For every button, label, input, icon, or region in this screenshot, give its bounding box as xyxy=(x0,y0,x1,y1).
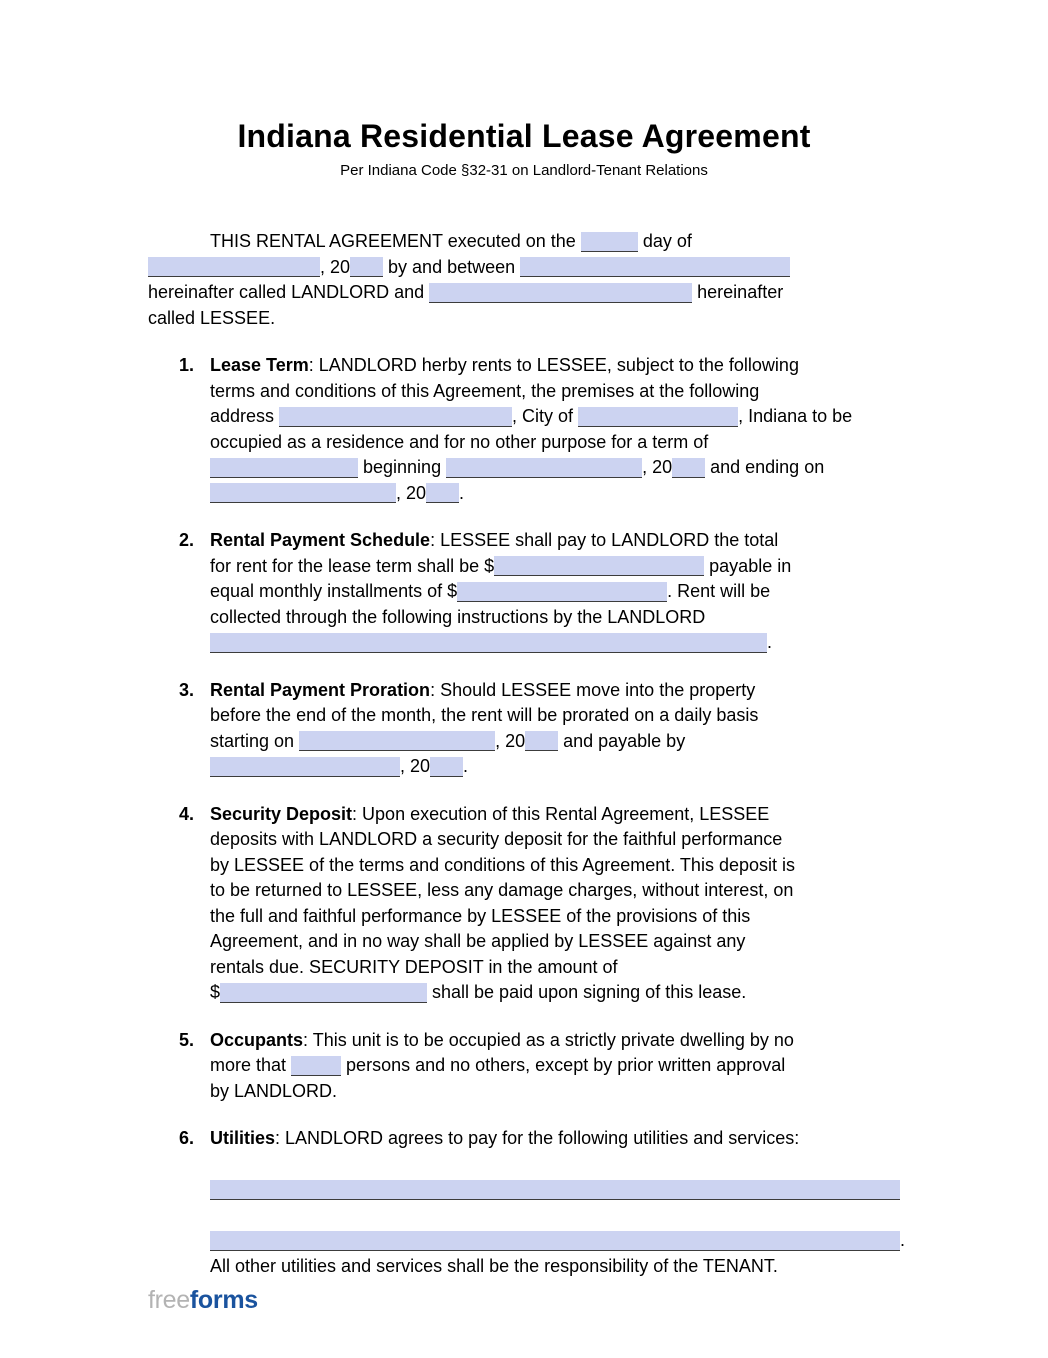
text-run: : LANDLORD agrees to pay for the following utilities and services: xyxy=(275,1128,800,1148)
text-run: . xyxy=(900,1230,906,1250)
section-number: 1. xyxy=(179,355,195,375)
text-line xyxy=(210,1152,918,1178)
form-blank-field[interactable] xyxy=(426,483,459,503)
text-line xyxy=(210,455,918,481)
form-blank-field[interactable] xyxy=(299,731,495,751)
freeforms-logo xyxy=(148,1286,258,1315)
text-line xyxy=(148,280,918,306)
text-line xyxy=(210,379,918,405)
form-blank-field[interactable] xyxy=(210,1231,900,1251)
text-run: : LESSEE shall pay to LANDLORD the total xyxy=(430,530,779,550)
section-number: 3. xyxy=(179,679,195,700)
text-run: starting on xyxy=(210,730,300,751)
section-1 xyxy=(148,353,918,506)
text-run: by and between xyxy=(383,256,521,277)
text-run: occupied as a residence and for no other purpose for a term of xyxy=(210,431,709,452)
text-line xyxy=(148,255,918,281)
form-blank-field[interactable] xyxy=(350,257,383,277)
text-line xyxy=(210,579,918,605)
document-subtitle: Per Indiana Code §32-31 on Landlord-Tenant Relations xyxy=(340,162,708,179)
text-run: terms and conditions of this Agreement, the premises at the following xyxy=(210,380,760,401)
form-blank-field[interactable] xyxy=(291,1056,341,1076)
form-blank-field[interactable] xyxy=(430,757,463,777)
document-body xyxy=(148,229,918,1279)
text-run: collected through the following instructions by the LANDLORD xyxy=(210,606,706,627)
text-run: . xyxy=(767,632,773,652)
text-line xyxy=(210,1053,918,1079)
form-blank-field[interactable] xyxy=(210,757,400,777)
section-heading: Rental Payment Proration xyxy=(210,679,431,700)
text-run: . xyxy=(463,756,469,776)
text-run: shall be paid upon signing of this lease. xyxy=(427,982,747,1002)
section-heading: Utilities xyxy=(210,1128,276,1148)
form-blank-field[interactable] xyxy=(220,983,427,1003)
text-run: payable in xyxy=(704,555,792,576)
text-line xyxy=(210,929,918,955)
text-run: : LANDLORD herby rents to LESSEE, subject to the following xyxy=(308,355,799,375)
text-run: for rent for the lease term shall be $ xyxy=(210,555,495,576)
section-number: 4. xyxy=(179,803,195,824)
text-run: , 20 xyxy=(495,730,526,751)
text-line xyxy=(210,554,918,580)
text-run: . Rent will be xyxy=(667,581,771,601)
form-blank-field[interactable] xyxy=(210,458,358,478)
text-line xyxy=(210,827,918,853)
text-line xyxy=(210,1126,918,1152)
text-run: persons and no others, except by prior written approval xyxy=(341,1055,786,1075)
form-blank-field[interactable] xyxy=(672,458,705,478)
text-line xyxy=(210,528,918,554)
text-line xyxy=(210,678,918,704)
text-line xyxy=(210,703,918,729)
text-run: : This unit is to be occupied as a strictly private dwelling by no xyxy=(303,1029,794,1050)
text-run: rentals due. SECURITY DEPOSIT in the amount of xyxy=(210,956,618,977)
form-blank-field[interactable] xyxy=(494,556,704,576)
section-number: 5. xyxy=(179,1029,195,1050)
text-line xyxy=(210,481,918,507)
text-run: , 20 xyxy=(320,256,351,277)
text-line xyxy=(210,1228,918,1254)
text-run: to be returned to LESSEE, less any damage charges, without interest, on xyxy=(210,880,794,900)
section-body xyxy=(210,1126,918,1279)
text-line xyxy=(210,955,918,981)
text-run: the full and faithful performance by LESSEE of the provisions of this xyxy=(210,905,751,926)
form-blank-field[interactable] xyxy=(520,257,790,277)
text-line xyxy=(210,630,918,656)
text-run: by LESSEE of the terms and conditions of this Agreement. This deposit is xyxy=(210,854,795,875)
section-number: 2. xyxy=(179,530,195,550)
section-body xyxy=(210,353,918,506)
form-blank-field[interactable] xyxy=(446,458,642,478)
text-line xyxy=(210,802,918,828)
section-number: 6. xyxy=(179,1128,195,1148)
form-blank-field[interactable] xyxy=(210,1180,900,1200)
text-line xyxy=(210,1203,918,1229)
text-run: Agreement, and in no way shall be applied by LESSEE against any xyxy=(210,931,746,951)
text-run: , City of xyxy=(512,406,579,426)
text-run: , 20 xyxy=(642,457,673,477)
text-run: All other utilities and services shall be the responsibility of the TENANT. xyxy=(210,1255,778,1276)
section-4 xyxy=(148,802,918,1006)
form-blank-field[interactable] xyxy=(279,407,512,427)
form-blank-field[interactable] xyxy=(210,633,767,653)
opening-paragraph xyxy=(148,229,918,331)
text-run: . xyxy=(459,482,465,503)
form-blank-field[interactable] xyxy=(210,483,396,503)
text-run: equal monthly installments of $ xyxy=(210,581,458,601)
text-line xyxy=(210,353,918,379)
section-heading: Lease Term xyxy=(210,355,309,375)
text-line xyxy=(210,1028,918,1054)
text-run: : Upon execution of this Rental Agreement, LESSEE xyxy=(352,803,770,824)
section-6 xyxy=(148,1126,918,1279)
section-body xyxy=(210,678,918,780)
text-line xyxy=(210,754,918,780)
text-run: by LANDLORD. xyxy=(210,1080,338,1101)
text-run: day of xyxy=(637,231,692,251)
text-run: beginning xyxy=(358,457,447,477)
text-line xyxy=(210,878,918,904)
section-3 xyxy=(148,678,918,780)
text-run: : Should LESSEE move into the property xyxy=(430,679,756,700)
form-blank-field[interactable] xyxy=(581,232,638,252)
text-line xyxy=(210,980,918,1006)
section-body xyxy=(210,802,918,1006)
text-line xyxy=(210,1254,918,1280)
section-heading: Occupants xyxy=(210,1029,304,1050)
text-run: THIS RENTAL AGREEMENT executed on the xyxy=(210,231,581,251)
text-run: hereinafter called LANDLORD and xyxy=(148,282,430,302)
text-run: hereinafter xyxy=(692,282,784,302)
document-title: Indiana Residential Lease Agreement xyxy=(237,118,811,154)
text-run: before the end of the month, the rent will be prorated on a daily basis xyxy=(210,705,759,725)
sections-container xyxy=(148,353,918,1279)
text-line xyxy=(210,430,918,456)
text-line xyxy=(210,1079,918,1105)
form-blank-field[interactable] xyxy=(525,731,558,751)
text-line xyxy=(148,229,918,255)
text-line xyxy=(210,853,918,879)
section-2 xyxy=(148,528,918,656)
text-run: , 20 xyxy=(396,482,427,503)
document-header xyxy=(0,0,1048,179)
form-blank-field[interactable] xyxy=(429,283,692,303)
section-heading: Security Deposit xyxy=(210,803,353,824)
text-line xyxy=(210,729,918,755)
text-run: more that xyxy=(210,1055,292,1075)
text-line xyxy=(148,306,918,332)
form-blank-field[interactable] xyxy=(578,407,738,427)
form-blank-field[interactable] xyxy=(457,582,667,602)
logo-free-text: free xyxy=(148,1286,190,1314)
text-line xyxy=(210,404,918,430)
text-line xyxy=(210,1177,918,1203)
text-run: , Indiana to be xyxy=(738,406,853,426)
section-body xyxy=(210,1028,918,1105)
text-run: $ xyxy=(210,982,221,1002)
text-line xyxy=(210,904,918,930)
text-run: address xyxy=(210,406,280,426)
section-heading: Rental Payment Schedule xyxy=(210,530,431,550)
text-run: deposits with LANDLORD a security deposit for the faithful performance xyxy=(210,829,783,849)
form-blank-field[interactable] xyxy=(148,257,320,277)
text-run: called LESSEE. xyxy=(148,307,276,328)
logo-forms-text: forms xyxy=(189,1286,258,1314)
text-line xyxy=(210,605,918,631)
text-run: , 20 xyxy=(400,756,431,776)
section-body xyxy=(210,528,918,656)
section-5 xyxy=(148,1028,918,1105)
text-run: and ending on xyxy=(705,457,825,477)
text-run: and payable by xyxy=(558,730,686,751)
